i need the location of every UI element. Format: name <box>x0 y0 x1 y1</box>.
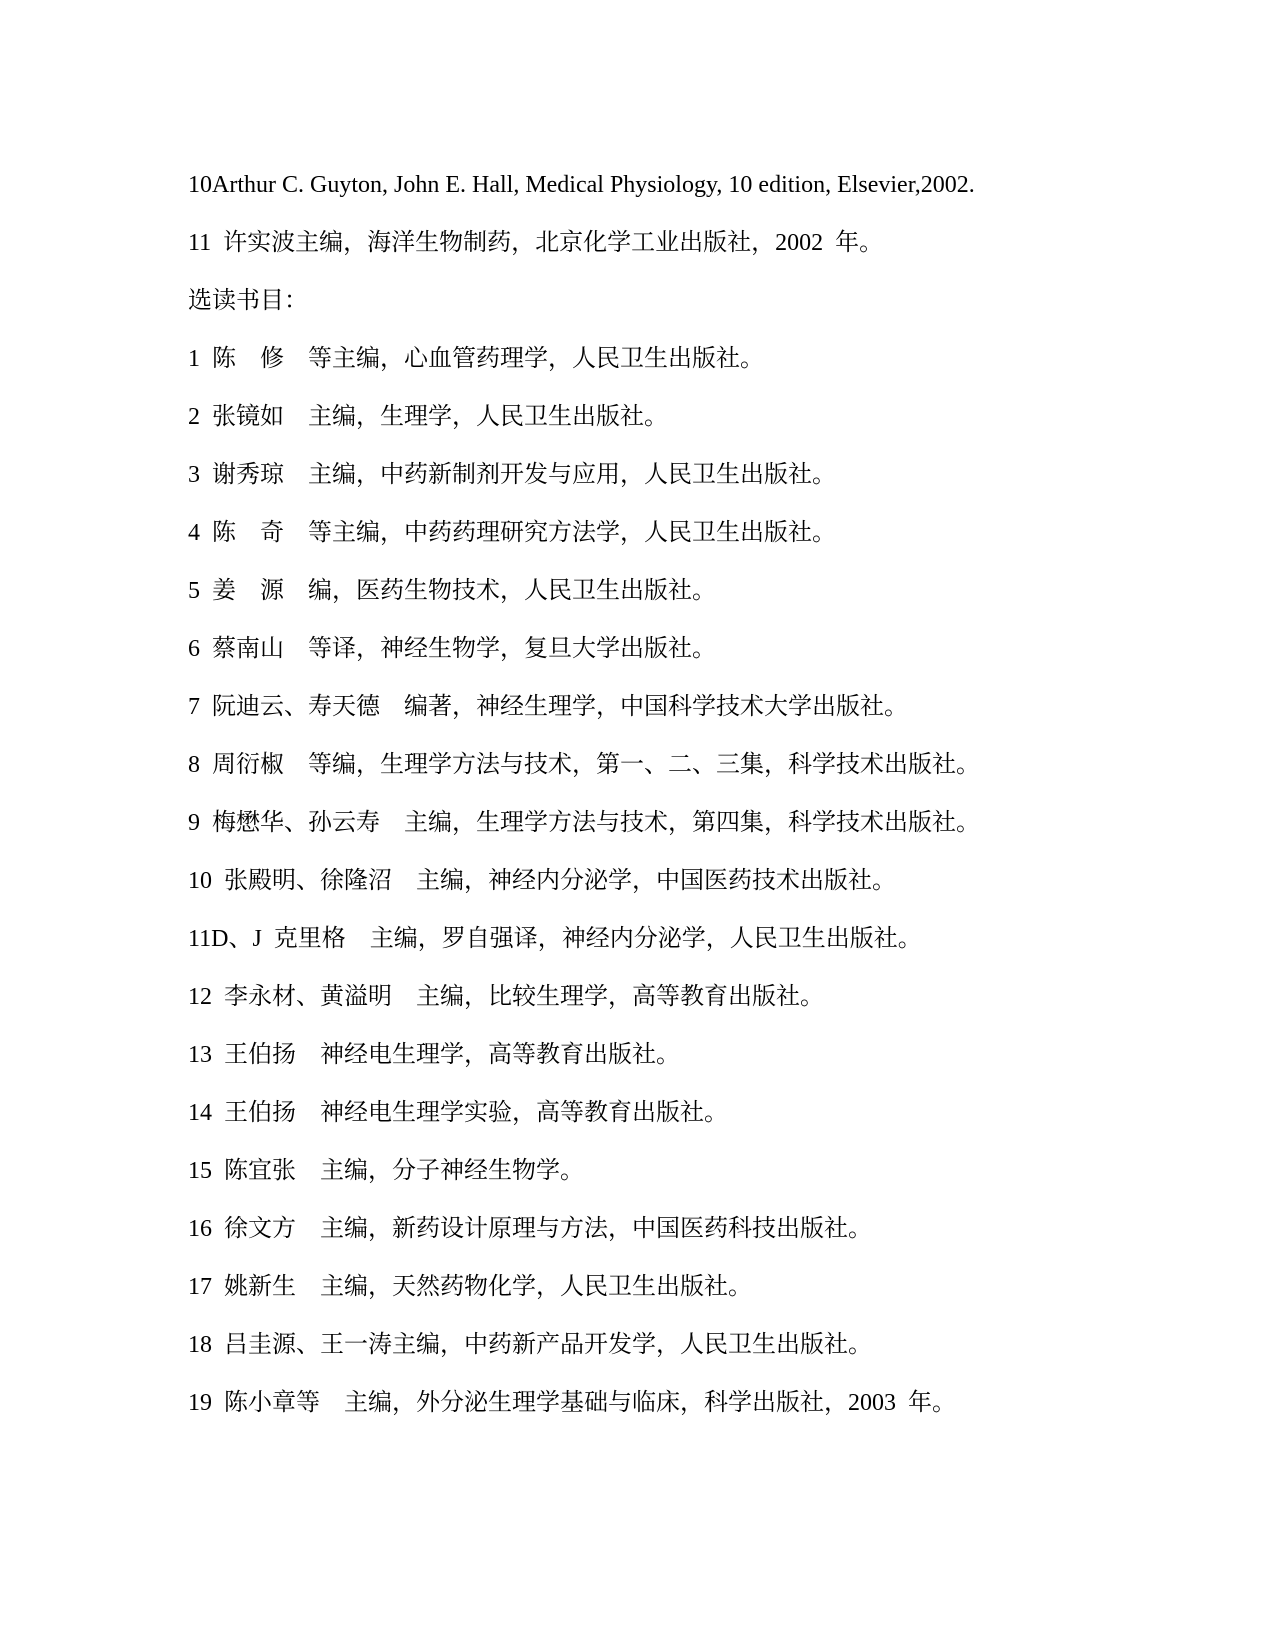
reading-item: 11D、J 克里格 主编，罗自强译，神经内分泌学，人民卫生出版社。 <box>188 926 922 952</box>
reading-item: 18 吕圭源、王一涛主编，中药新产品开发学，人民卫生出版社。 <box>188 1332 872 1358</box>
reading-item: 16 徐文方 主编，新药设计原理与方法，中国医药科技出版社。 <box>188 1216 872 1242</box>
reading-item: 6 蔡南山 等译，神经生物学，复旦大学出版社。 <box>188 636 716 662</box>
reading-item: 9 梅懋华、孙云寿 主编，生理学方法与技术，第四集，科学技术出版社。 <box>188 810 980 836</box>
reading-item: 5 姜 源 编，医药生物技术，人民卫生出版社。 <box>188 578 716 604</box>
reading-item: 17 姚新生 主编，天然药物化学，人民卫生出版社。 <box>188 1274 752 1300</box>
reading-item: 15 陈宜张 主编，分子神经生物学。 <box>188 1158 584 1184</box>
reference-line-11: 11 许实波主编，海洋生物制药，北京化学工业出版社，2002 年。 <box>188 230 884 256</box>
reading-item: 7 阮迪云、寿天德 编著，神经生理学，中国科学技术大学出版社。 <box>188 694 908 720</box>
reading-item: 19 陈小章等 主编，外分泌生理学基础与临床，科学出版社，2003 年。 <box>188 1390 956 1416</box>
reading-item: 4 陈 奇 等主编，中药药理研究方法学，人民卫生出版社。 <box>188 520 836 546</box>
reading-item: 1 陈 修 等主编，心血管药理学，人民卫生出版社。 <box>188 346 764 372</box>
reading-item: 2 张镜如 主编，生理学，人民卫生出版社。 <box>188 404 668 430</box>
reading-item: 3 谢秀琼 主编，中药新制剂开发与应用，人民卫生出版社。 <box>188 462 836 488</box>
reading-item: 12 李永材、黄溢明 主编，比较生理学，高等教育出版社。 <box>188 984 824 1010</box>
reading-item: 8 周衍椒 等编，生理学方法与技术，第一、二、三集，科学技术出版社。 <box>188 752 980 778</box>
reading-item: 13 王伯扬 神经电生理学，高等教育出版社。 <box>188 1042 680 1068</box>
selected-reading-heading: 选读书目： <box>188 288 308 314</box>
reading-item: 14 王伯扬 神经电生理学实验，高等教育出版社。 <box>188 1100 728 1126</box>
reading-item: 10 张殿明、徐隆沼 主编，神经内分泌学，中国医药技术出版社。 <box>188 868 896 894</box>
reference-line-10: 10Arthur C. Guyton, John E. Hall, Medical Physiology, 10 edition, Elsevier,2002. <box>188 172 975 198</box>
